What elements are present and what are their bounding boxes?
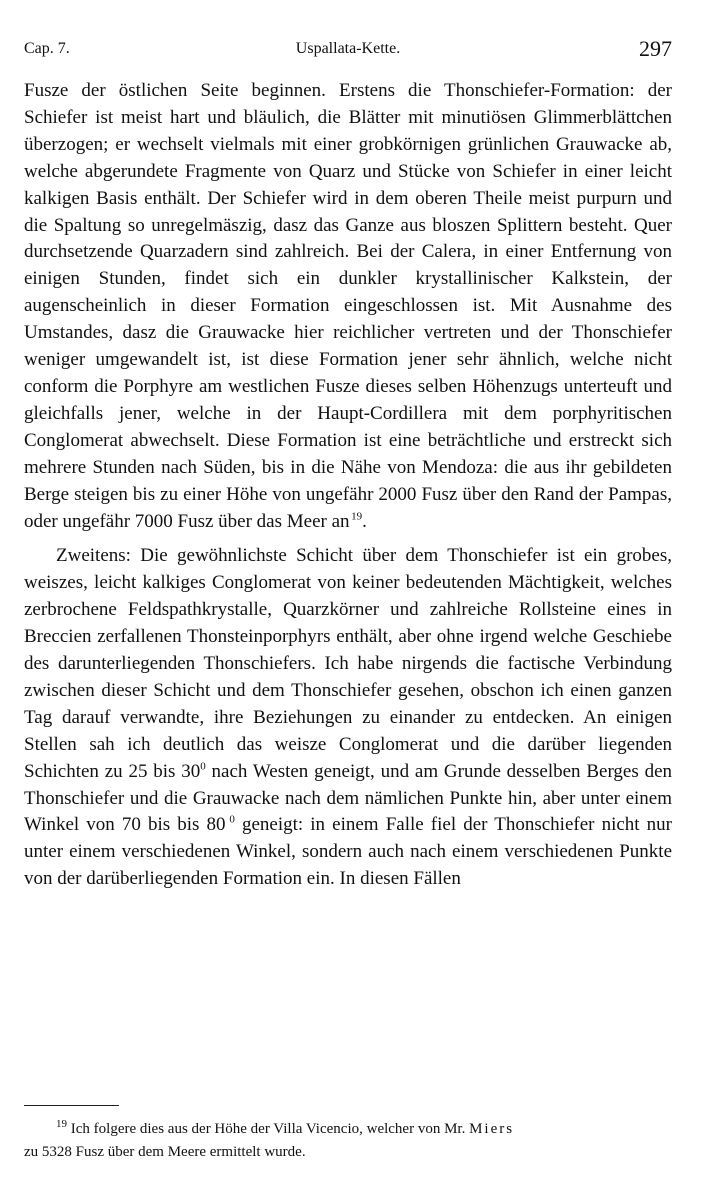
footnote: [24, 1118, 672, 1164]
paragraph-1: [24, 78, 672, 535]
footnote-text-a: Ich folgere dies aus der Höhe der Villa Vicencio, welcher von Mr.: [67, 1121, 466, 1137]
paragraph-2-text-a: Zweitens: Die gewöhnlichste Schicht über dem Thonschiefer ist ein grobes, weiszes, leicht kalkiges Conglomerat von keiner bedeutenden Mächtigkeit, welches zerbrochene Feldspathkrystalle, Quarzkörner und zahlreiche Rollsteine eines in Breccien zerfallenen Thonsteinporphyrs enthält, aber ohne irgend welche Geschiebe des darunterliegenden Thonschiefers. Ich habe nirgends die factische Verbindung zwischen dieser Schicht und dem Thonschiefer gesehen, obschon ich einen ganzen Tag darauf verwandte, ihre Beziehungen zu einander zu entdecken. An einigen Stellen sah ich deutlich das weisze Conglomerat und die darüber liegenden Schichten zu 25 bis 30: [24, 545, 672, 782]
paragraph-2-text-b: nach Westen geneigt, und am Grunde desselben Berges den Thonschiefer und die Grauwacke nach dem nämlichen Punkte hin, aber unter einem Winkel von 70 bis bis 80: [24, 760, 672, 836]
paragraph-2: [24, 543, 672, 893]
chapter-label: Cap. 7.: [24, 40, 70, 57]
body-text: [24, 78, 672, 893]
footnote-text-b: zu 5328 Fusz über dem Meere ermittelt wurde.: [24, 1144, 306, 1160]
running-title: Uspallata-Kette.: [295, 40, 401, 57]
paragraph-1-text: Fusze der östlichen Seite beginnen. Erstens die Thonschiefer-Formation: der Schiefer ist meist hart und bläulich, die Blätter mit minutiösen Glimmerblättchen überzogen; er wechselt vielmals mit einer grobkörnigen grünlichen Grauwacke ab, welche abgerundete Fragmente von Quarz und Stücke von Schiefer in einer leicht kalkigen Basis enthält. Der Schiefer wird in dem oberen Theile meist purpurn und die Spaltung so unregelmäszig, dasz das Ganze aus bloszen Splittern besteht. Quer durchsetzende Quarzadern sind zahlreich. Bei der Calera, in einer Entfernung von einigen Stunden, findet sich ein dunkler krystallinischer Kalkstein, der augenscheinlich in dieser Formation eingeschlossen ist. Mit Ausnahme des Umstandes, dasz die Grauwacke hier reichlicher vertreten und der Thonschiefer weniger umgewandelt ist, ist diese Formation jener sehr ähnlich, welche nicht conform die Porphyre am westlichen Fusze dieses selben Höhenzugs unterteuft und gleichfalls jener, welche in der Haupt-Cordillera mit dem porphyritischen Conglomerat abwechselt. Diese Formation ist eine beträchtliche und erstreckt sich mehrere Stunden nach Süden, bis in die Nähe von Mendoza: die aus ihr gebildeten Berge steigen bis zu einer Höhe von ungefähr 2000 Fusz über den Rand der Pampas, oder ungefähr 7000 Fusz über das Meer an: [24, 80, 672, 532]
footnote-marker: 19: [56, 1118, 67, 1130]
footnote-reference: 19: [351, 510, 363, 523]
degree-mark-2: 0: [229, 814, 235, 827]
page-header: [24, 38, 672, 64]
page-number: 297: [639, 36, 672, 61]
paragraph-1-end: .: [362, 510, 367, 532]
degree-mark-1: 0: [200, 760, 206, 773]
footnote-divider: [24, 1105, 119, 1106]
paragraph-2-text-c: geneigt: in einem Falle fiel der Thonschiefer nicht nur unter einem verschiedenen Winkel, sondern auch nach einem verschiedenen Punkte von der darüberliegenden Formation ein. In diesen Fällen: [24, 814, 672, 890]
footnote-author-name: Miers: [469, 1121, 515, 1137]
